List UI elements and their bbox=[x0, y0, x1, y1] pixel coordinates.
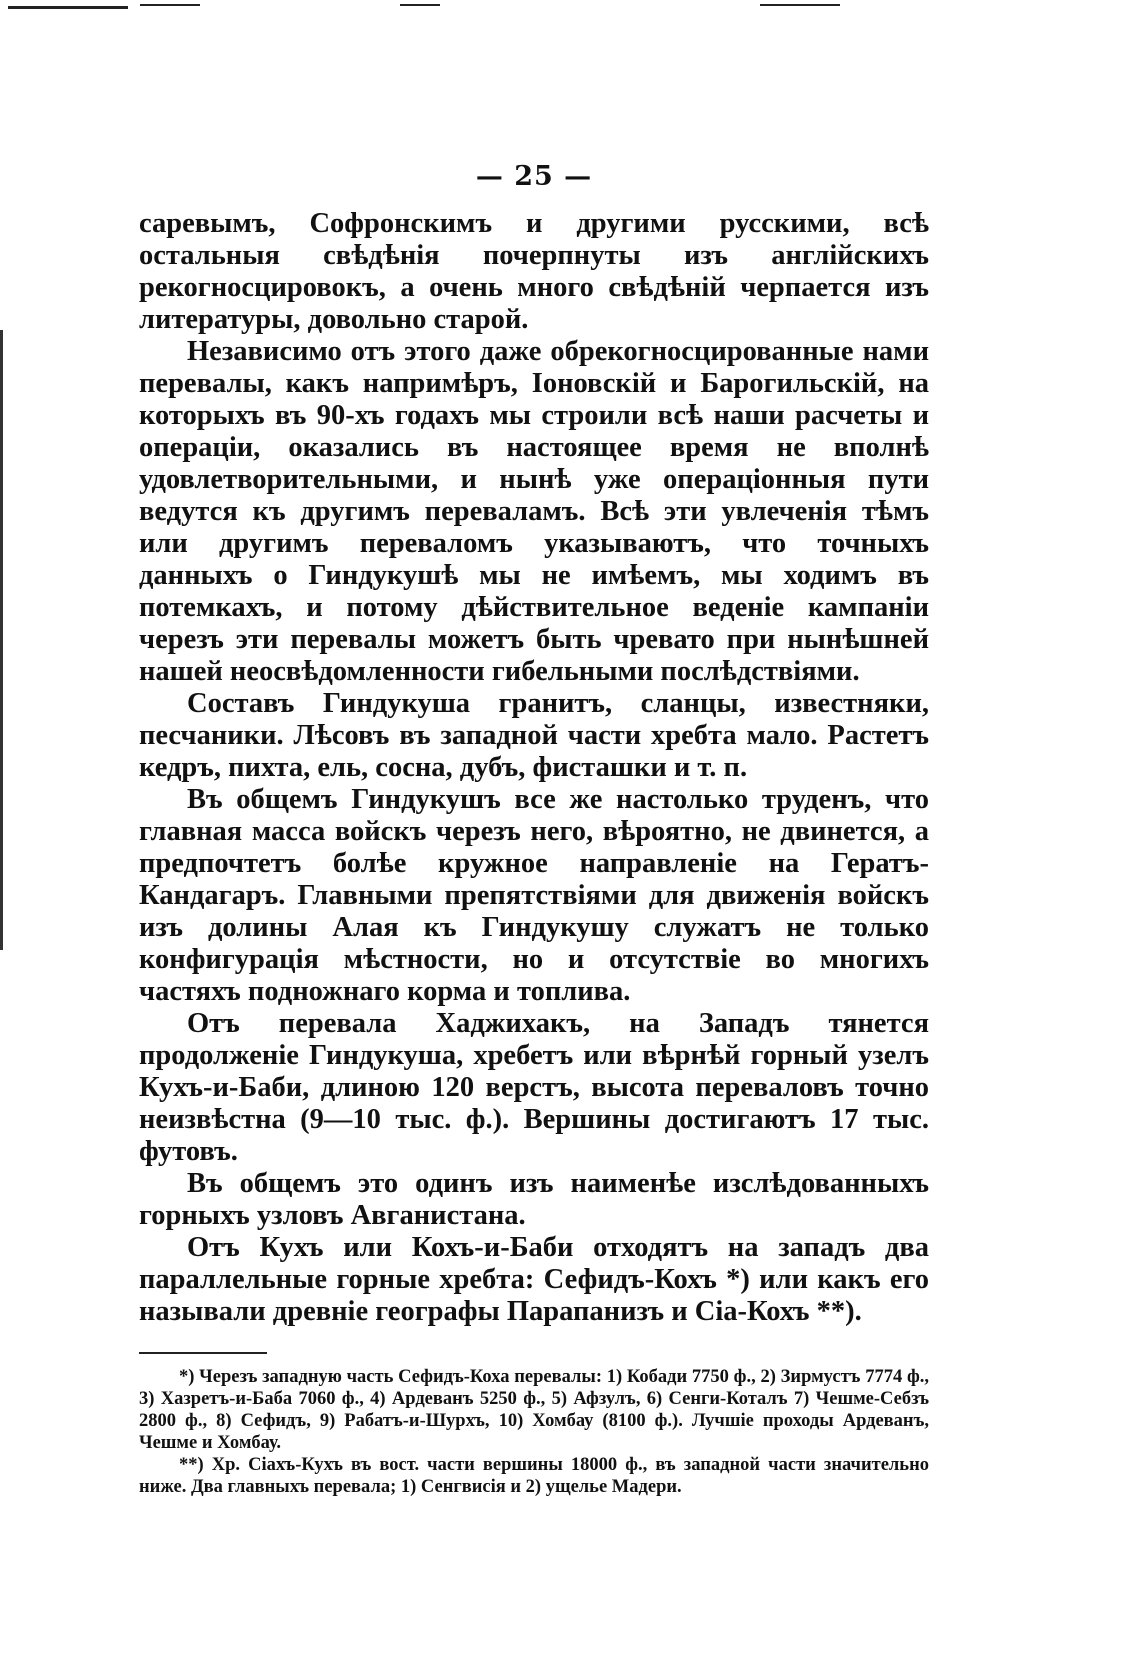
paragraph: Въ общемъ это одинъ изъ наименѣе изслѣдованныхъ горныхъ узловъ Авганистана. bbox=[139, 1168, 929, 1231]
footnotes bbox=[139, 1366, 929, 1498]
paragraph: Составъ Гиндукуша гранитъ, сланцы, известняки, песчаники. Лѣсовъ въ западной части хребта мало. Растетъ кедръ, пихта, ель, сосна, дубъ, фисташки и т. п. bbox=[139, 688, 929, 783]
paragraph: Независимо отъ этого даже обрекогносцированные нами перевалы, какъ напримѣръ, Іоновскій и Барогильскій, на которыхъ въ 90-хъ годахъ мы строили всѣ наши расчеты и операціи, оказались въ настоящее время не вполнѣ удовлетворительными, и нынѣ уже операціонныя пути ведутся къ другимъ переваламъ. Всѣ эти увлеченія тѣмъ или другимъ переваломъ указываютъ, что точныхъ данныхъ о Гиндукушѣ мы не имѣемъ, мы ходимъ въ потемкахъ, и потому дѣйствительное веденіе кампаніи черезъ эти перевалы можетъ быть чревато при нынѣшней нашей неосвѣдомленности гибельными послѣдствіями. bbox=[139, 336, 929, 687]
footnote-separator bbox=[139, 1352, 267, 1354]
paragraph: Отъ перевала Хаджихакъ, на Западъ тянется продолженіе Гиндукуша, хребетъ или вѣрнѣй горный узелъ Кухъ-и-Баби, длиною 120 верстъ, высота переваловъ точно неизвѣстна (9—10 тыс. ф.). Вершины достигаютъ 17 тыс. футовъ. bbox=[139, 1008, 929, 1167]
footnote: *) Черезъ западную часть Сефидъ-Коха перевалы: 1) Кобади 7750 ф., 2) Зирмустъ 7774 ф., 3) Хазретъ-и-Баба 7060 ф., 4) Ардеванъ 5250 ф., 5) Афзулъ, 6) Сенги-Коталъ 7) Чешме-Себзъ 2800 ф., 8) Сефидъ, 9) Рабатъ-и-Шурхъ, 10) Хомбау (8100 ф.). Лучшіе проходы Ардеванъ, Чешме и Хомбау. bbox=[139, 1367, 929, 1453]
paragraph: Отъ Кухъ или Кохъ-и-Баби отходятъ на западъ два параллельные горные хребта: Сефидъ-Кохъ *) или какъ его называли древніе географы Парапанизъ и Сіа-Кохъ **). bbox=[139, 1232, 929, 1327]
paragraph: Въ общемъ Гиндукушъ все же настолько труденъ, что главная масса войскъ черезъ него, вѣроятно, не двинется, а предпочтетъ болѣе кружное направленіе на Гератъ-Кандагаръ. Главными препятствіями для движенія войскъ изъ долины Алая къ Гиндукушу служатъ не только конфигурація мѣстности, но и отсутствіе во многихъ частяхъ подножнаго корма и топлива. bbox=[139, 784, 929, 1007]
page-content bbox=[139, 160, 929, 1498]
paragraph: саревымъ, Софронскимъ и другими русскими, всѣ остальныя свѣдѣнія почерпнуты изъ англійскихъ рекогносцировокъ, а очень много свѣдѣній черпается изъ литературы, довольно старой. bbox=[139, 208, 929, 335]
scan-edge-marks bbox=[0, 0, 1140, 24]
body-text bbox=[139, 208, 929, 1328]
page-number: — 25 — bbox=[475, 161, 593, 192]
footnote: **) Хр. Сіахъ-Кухъ въ вост. части вершины 18000 ф., въ западной части значительно ниже. Два главныхъ перевала; 1) Сенгвисія и 2) ущелье Мадери. bbox=[139, 1455, 929, 1497]
scan-left-edge bbox=[0, 330, 3, 950]
